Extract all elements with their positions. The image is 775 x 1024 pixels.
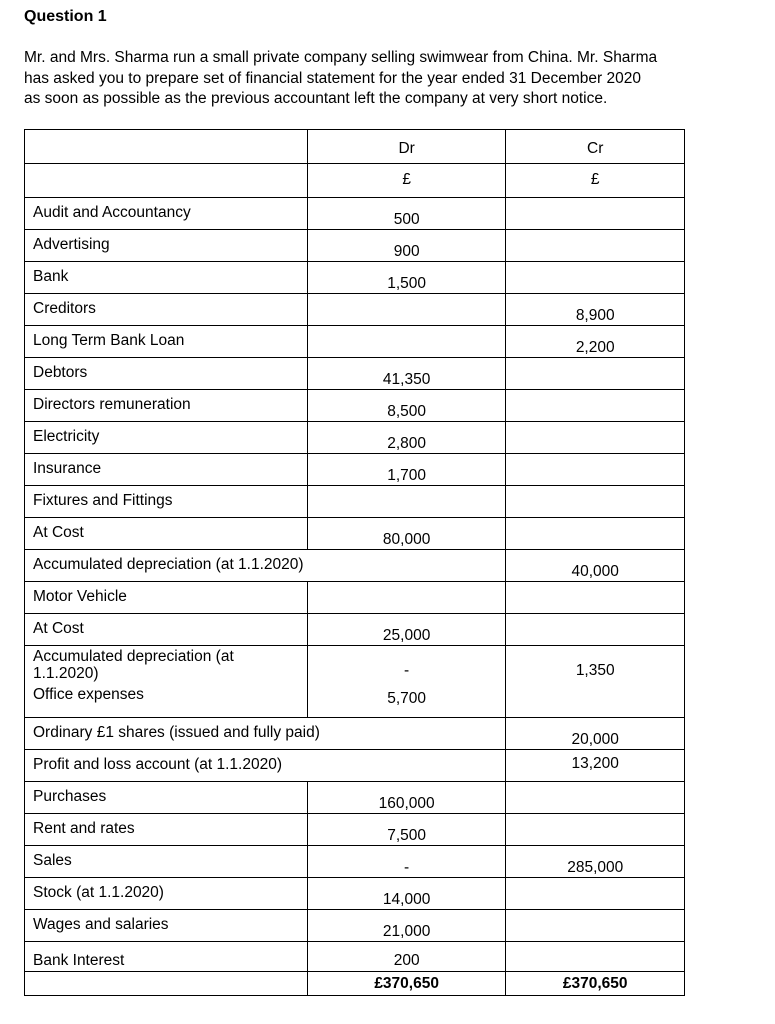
- row-label: Creditors: [33, 300, 96, 317]
- cr-value: [506, 518, 684, 531]
- table-row: [25, 454, 685, 486]
- row-label: Debtors: [33, 364, 88, 381]
- row-label: Bank: [33, 268, 69, 285]
- table-row: [25, 750, 685, 782]
- dr-value: 41,350: [382, 371, 431, 388]
- row-label: Office expenses: [33, 685, 144, 703]
- cr-value: [506, 422, 684, 435]
- intro-line: as soon as possible as the previous accountant left the company at very short notice.: [24, 90, 608, 107]
- row-label: Purchases: [33, 788, 107, 805]
- dr-value: 14,000: [382, 891, 431, 908]
- row-label: Wages and salaries: [33, 916, 169, 933]
- table-row: [25, 326, 685, 358]
- row-label: Accumulated depreciation (at 1.1.2020): [33, 648, 234, 682]
- table-currency-row: [25, 164, 685, 198]
- table-row: [25, 486, 685, 518]
- dr-total: £370,650: [374, 975, 439, 992]
- cr-value: 8,900: [575, 307, 615, 324]
- table-row: [25, 550, 685, 582]
- dr-value: [307, 718, 505, 731]
- row-label: Rent and rates: [33, 820, 135, 837]
- dr-value: 1,700: [387, 467, 427, 484]
- cr-total: £370,650: [562, 975, 628, 992]
- cr-value: [506, 454, 684, 467]
- cr-value: 40,000: [571, 563, 619, 580]
- row-label: Fixtures and Fittings: [33, 492, 173, 509]
- cr-value: [506, 686, 684, 699]
- cr-value: [506, 878, 684, 891]
- cr-value: 13,200: [571, 755, 619, 772]
- cr-value: [506, 910, 684, 923]
- cr-value: 2,200: [575, 339, 615, 356]
- intro-line: Mr. and Mrs. Sharma run a small private company selling swimwear from China. Mr. Sharma: [24, 49, 658, 66]
- dr-value: [308, 582, 506, 595]
- intro-line: has asked you to prepare set of financial statement for the year ended 31 December 2020: [24, 69, 641, 87]
- intro-paragraph: [24, 48, 754, 110]
- dr-value: 2,800: [387, 435, 427, 452]
- row-label: At Cost: [33, 620, 84, 637]
- table-row: [25, 686, 685, 718]
- table-row: [25, 910, 685, 942]
- dr-value: 5,700: [387, 689, 427, 707]
- table-row: [25, 878, 685, 910]
- row-label: Long Term Bank Loan: [33, 332, 185, 349]
- table-row: [25, 198, 685, 230]
- currency-cr-cell: [506, 164, 685, 198]
- cr-value: [506, 358, 684, 371]
- row-label: Stock (at 1.1.2020): [33, 884, 164, 901]
- row-label: Bank Interest: [33, 952, 125, 969]
- cr-value: [506, 486, 684, 499]
- table-row: [25, 422, 685, 454]
- cr-value: [506, 262, 684, 275]
- cr-value: [506, 230, 684, 243]
- currency-blank-cell: [25, 164, 308, 198]
- cr-value: [506, 198, 684, 211]
- row-label: Sales: [33, 852, 72, 869]
- row-label: Motor Vehicle: [33, 588, 127, 605]
- dr-value: 1,500: [387, 275, 427, 292]
- table-row: [25, 230, 685, 262]
- table-row: [25, 846, 685, 878]
- dr-value: 500: [393, 211, 420, 228]
- table-row: [25, 518, 685, 550]
- cr-value: [506, 390, 684, 403]
- question-heading: Question 1: [24, 8, 107, 25]
- table-row: [25, 582, 685, 614]
- cr-value: 285,000: [567, 859, 624, 876]
- cr-value: 1,350: [575, 662, 615, 679]
- cr-value: [506, 814, 684, 827]
- dr-value: -: [404, 662, 410, 679]
- row-label: Profit and loss account (at 1.1.2020): [33, 756, 283, 773]
- row-label: At Cost: [33, 524, 84, 541]
- table-row: [25, 390, 685, 422]
- table-row: [25, 942, 685, 972]
- table-row: [25, 358, 685, 390]
- row-label: Directors remuneration: [33, 396, 191, 413]
- cr-value: [506, 782, 684, 795]
- header-blank-cell: [25, 130, 308, 164]
- dr-value: 900: [393, 243, 420, 260]
- cr-heading: Cr: [587, 140, 604, 157]
- dr-value: [308, 326, 506, 339]
- cr-value: [506, 614, 684, 627]
- table-row: [25, 718, 685, 750]
- dr-value: [307, 750, 505, 763]
- table-row: [25, 782, 685, 814]
- table-totals-row: [25, 972, 685, 996]
- cr-value: 20,000: [571, 731, 619, 748]
- dr-value: [307, 550, 505, 563]
- dr-value: 200: [393, 952, 420, 969]
- row-label: Ordinary £1 shares (issued and fully paid): [33, 724, 320, 741]
- dr-value: 80,000: [382, 531, 431, 548]
- table-row: [25, 614, 685, 646]
- dr-currency: £: [402, 171, 411, 188]
- currency-dr-cell: [307, 164, 506, 198]
- dr-value: 21,000: [382, 923, 431, 940]
- table-header-row: [25, 130, 685, 164]
- dr-value: -: [404, 859, 410, 876]
- table-row: [25, 814, 685, 846]
- row-label: Electricity: [33, 428, 100, 445]
- dr-value: 25,000: [382, 627, 431, 644]
- row-label: Audit and Accountancy: [33, 204, 191, 221]
- dr-value: 7,500: [387, 827, 427, 844]
- cr-value: [506, 942, 684, 945]
- dr-value: 160,000: [378, 795, 435, 812]
- table-row: [25, 646, 685, 686]
- table-row: [25, 262, 685, 294]
- dr-value: [308, 294, 506, 307]
- table-row: [25, 294, 685, 326]
- dr-value: [308, 486, 506, 499]
- cr-value: [506, 582, 684, 595]
- cr-currency: £: [590, 171, 600, 188]
- header-dr-cell: [307, 130, 506, 164]
- row-label: Accumulated depreciation (at 1.1.2020): [33, 556, 304, 573]
- dr-heading: Dr: [398, 140, 415, 157]
- header-cr-cell: [506, 130, 685, 164]
- row-label: Insurance: [33, 460, 102, 477]
- trial-balance-table: [24, 129, 685, 996]
- row-label: Advertising: [33, 236, 110, 253]
- dr-value: 8,500: [387, 403, 427, 420]
